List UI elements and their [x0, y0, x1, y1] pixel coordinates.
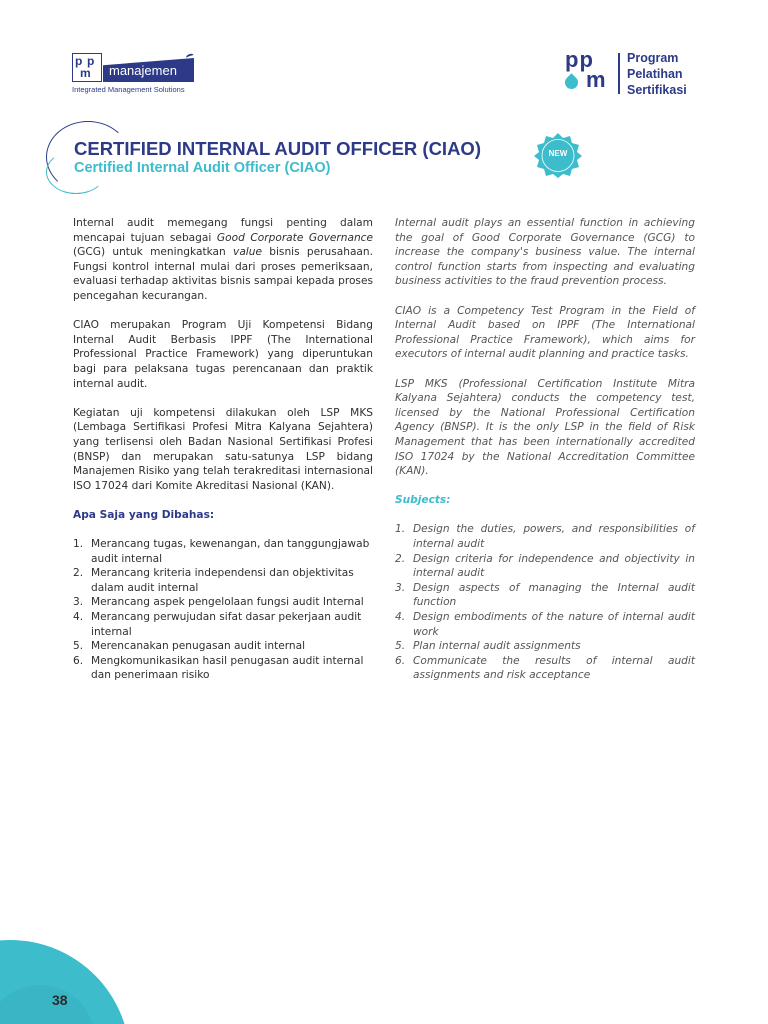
list-text: Merancang perwujudan sifat dasar pekerjaan audit internal	[91, 611, 362, 638]
program-label	[627, 50, 687, 98]
list-text: Plan internal audit assignments	[413, 640, 581, 653]
list-number: 5.	[395, 640, 406, 653]
intro-text-1: Internal audit memegang fungsi penting dalam mencapai tujuan sebagai	[73, 217, 373, 244]
list-number: 2.	[395, 552, 406, 565]
new-badge	[534, 133, 582, 178]
list-item	[395, 581, 695, 610]
column-english	[395, 216, 695, 683]
program-line-1: Program	[627, 51, 679, 65]
list-text: Merancang aspek pengelolaan fungsi audit Internal	[91, 596, 364, 609]
list-item	[73, 654, 373, 683]
list-item	[395, 654, 695, 683]
list-text: Merancang kriteria independensi dan objektivitas dalam audit internal	[91, 567, 354, 594]
list-text: Communicate the results of internal audit assignments and risk acceptance	[413, 654, 695, 682]
column-indonesian	[73, 216, 373, 683]
intro-text-2: (GCG) untuk meningkatkan	[73, 246, 234, 259]
list-number: 3.	[395, 581, 406, 594]
list-text: Design aspects of managing the Internal audit function	[413, 581, 695, 609]
ppm-manajemen-logo	[72, 53, 202, 97]
list-text: Mengkomunikasikan hasil penugasan audit internal dan penerimaan risiko	[91, 654, 364, 682]
ppm-logo-box	[72, 53, 102, 82]
ppm-program-logo	[565, 47, 705, 100]
list-item	[395, 552, 695, 581]
paragraph-program: CIAO merupakan Program Uji Kompetensi Bidang Internal Audit Berbasis IPPF (The International Professional Practice Framework) yang diperuntukan bagi para pelaksana tugas perencanaan dan praktik internal audit.	[73, 319, 373, 390]
list-number: 6.	[73, 654, 84, 667]
paragraph-intro-en: Internal audit plays an essential function in achieving the goal of Good Corporate Governance (GCG) to increase the company's business value. The internal control function starts from inspecting and evaluating business activities to the fraud prevention process.	[395, 217, 695, 288]
list-item	[73, 566, 373, 595]
intro-term-value: value	[233, 246, 262, 259]
monogram-bottom: m	[586, 67, 607, 92]
list-number: 6.	[395, 654, 406, 667]
list-number: 2.	[73, 567, 84, 580]
intro-text-3: bisnis perusahaan. Fungsi kontrol internal mulai dari proses pemeriksaan, evaluasi terhadap aktivitas bisnis sampai kepada proses pencegahan kecurangan.	[73, 246, 374, 302]
subjects-list	[395, 522, 695, 683]
list-number: 1.	[73, 538, 84, 551]
monogram-top: pp	[565, 47, 594, 72]
list-item	[73, 537, 373, 566]
list-number: 3.	[73, 596, 84, 609]
paragraph-program-en: CIAO is a Competency Test Program in the Field of Internal Audit based on IPPF (The International Professional Practice Framework), which aims for executors of internal audit planning and practice tasks.	[395, 304, 695, 361]
list-text: Merancang tugas, kewenangan, dan tanggungjawab audit internal	[91, 538, 370, 565]
list-item	[73, 610, 373, 639]
list-number: 4.	[395, 611, 406, 624]
list-text: Merencanakan penugasan audit internal	[91, 640, 306, 653]
paragraph-lsp: Kegiatan uji kompetensi dilakukan oleh LSP MKS (Lembaga Sertifikasi Profesi Mitra Kalyana Sejahtera) yang terlisensi oleh Badan Nasional Sertifikasi Profesi (BNSP) dan merupakan satu-satunya LSP bidang Manajemen Risiko yang telah terakreditasi internasional ISO 17024 dari Komite Akreditasi Nasional (KAN).	[73, 406, 373, 492]
ppm-letter-p2: p	[87, 54, 95, 68]
list-item	[395, 639, 695, 654]
paragraph-intro	[73, 216, 373, 304]
intro-term-gcg: Good Corporate Governance	[216, 231, 374, 244]
list-item	[73, 639, 373, 654]
page-title: CERTIFIED INTERNAL AUDIT OFFICER (CIAO)	[74, 138, 481, 159]
program-line-3: Sertifikasi	[627, 83, 687, 97]
ppm-letter-m: m	[80, 66, 91, 80]
program-line-2: Pelatihan	[627, 67, 683, 81]
ppm-letter-p1: p	[75, 54, 83, 68]
list-number: 1.	[395, 523, 406, 536]
logo-divider	[618, 53, 620, 94]
list-item	[395, 522, 695, 551]
list-text: Design the duties, powers, and responsibilities of internal audit	[413, 523, 695, 551]
list-item	[395, 610, 695, 639]
logo-word: manajemen	[109, 63, 177, 78]
list-number: 4.	[73, 611, 84, 624]
topics-heading: Apa Saja yang Dibahas:	[73, 508, 215, 521]
page-subtitle: Certified Internal Audit Officer (CIAO)	[74, 160, 331, 176]
list-text: Design embodiments of the nature of internal audit work	[413, 611, 695, 638]
logo-tagline: Integrated Management Solutions	[72, 85, 185, 94]
badge-label: NEW	[548, 149, 568, 158]
page-number: 38	[52, 992, 68, 1008]
paragraph-lsp-en: LSP MKS (Professional Certification Institute Mitra Kalyana Sejahtera) conducts the competency test, licensed by the National Professional Certification Agency (BNSP). It is the only LSP in the field of Risk Management that has been internationally accredited ISO 17024 by the National Accreditation Committee (KAN).	[395, 377, 695, 478]
list-text: Design criteria for independence and objectivity in internal audit	[413, 552, 695, 580]
list-number: 5.	[73, 640, 84, 653]
topics-list	[73, 537, 373, 683]
list-item	[73, 595, 373, 610]
subjects-heading: Subjects:	[395, 494, 451, 507]
